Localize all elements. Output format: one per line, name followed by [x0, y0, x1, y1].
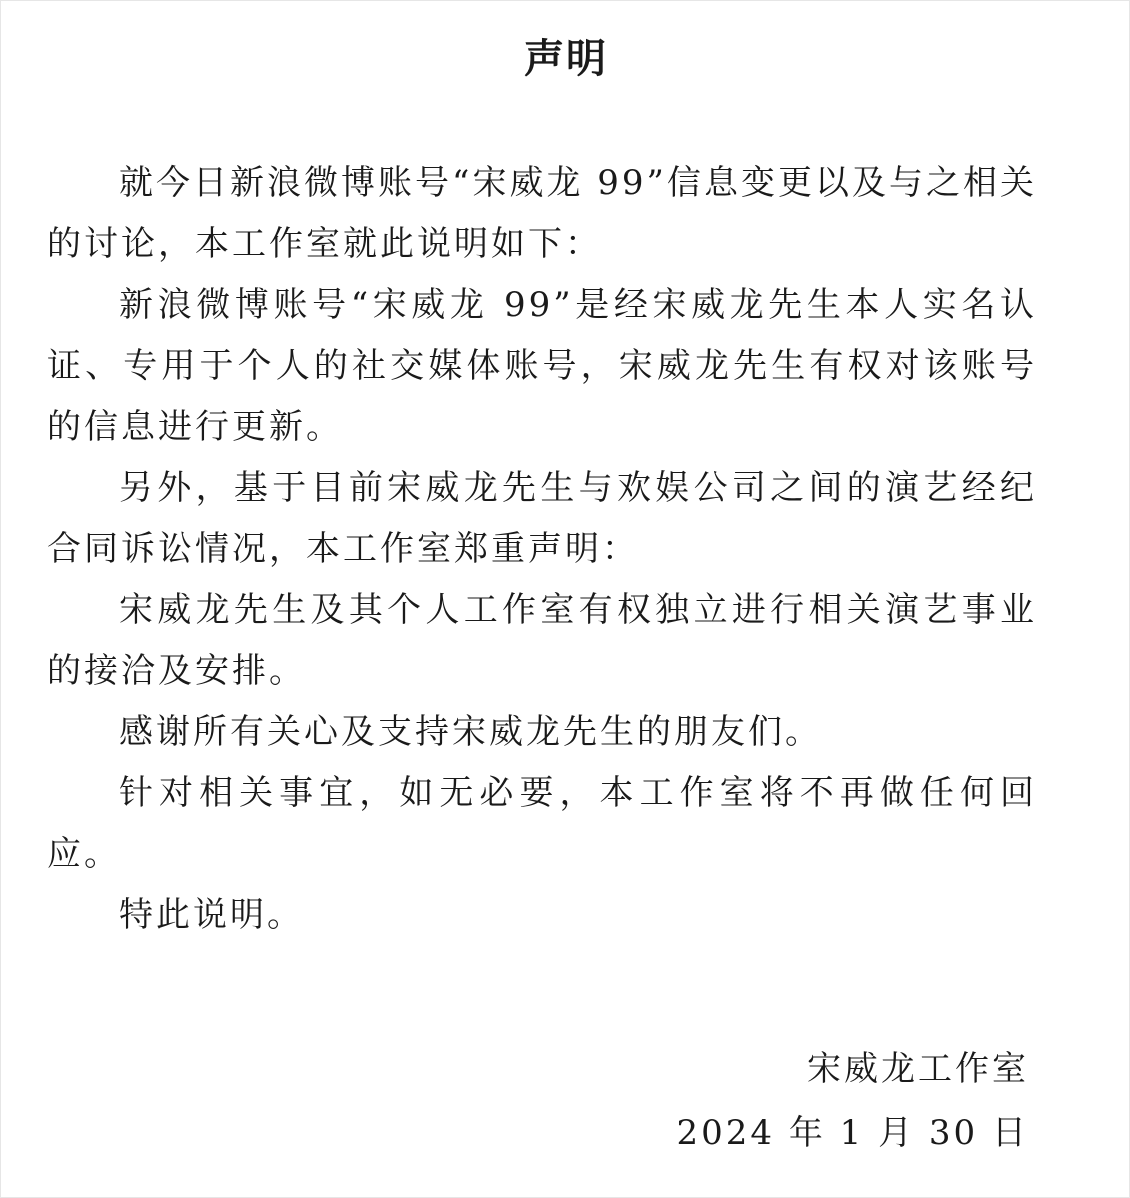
paragraph-closing: 特此说明。: [119, 895, 304, 935]
document-title: 声明: [524, 35, 608, 82]
paragraph-rights: 宋威龙先生及其个人工作室有权独立进行相关演艺事业的接洽及安排。: [47, 590, 1037, 691]
paragraph-account: 新浪微博账号“宋威龙 99”是经宋威龙先生本人实名认证、专用于个人的社交媒体账号，宋威龙先生有权对该账号的信息进行更新。: [47, 285, 1037, 447]
paragraph-thanks: 感谢所有关心及支持宋威龙先生的朋友们。: [119, 712, 822, 752]
signature-block: [677, 1037, 1029, 1165]
paragraph-intro: 就今日新浪微博账号“宋威龙 99”信息变更以及与之相关的讨论，本工作室就此说明如下：: [47, 163, 1037, 264]
signature-org: 宋威龙工作室: [807, 1049, 1029, 1089]
document-body: [47, 153, 1037, 946]
paragraph-no-response: 针对相关事宜，如无必要，本工作室将不再做任何回应。: [47, 773, 1037, 874]
paragraph-contract: 另外，基于目前宋威龙先生与欢娱公司之间的演艺经纪合同诉讼情况，本工作室郑重声明：: [47, 468, 1037, 569]
signature-date: 2024 年 1 月 30 日: [676, 1113, 1029, 1153]
